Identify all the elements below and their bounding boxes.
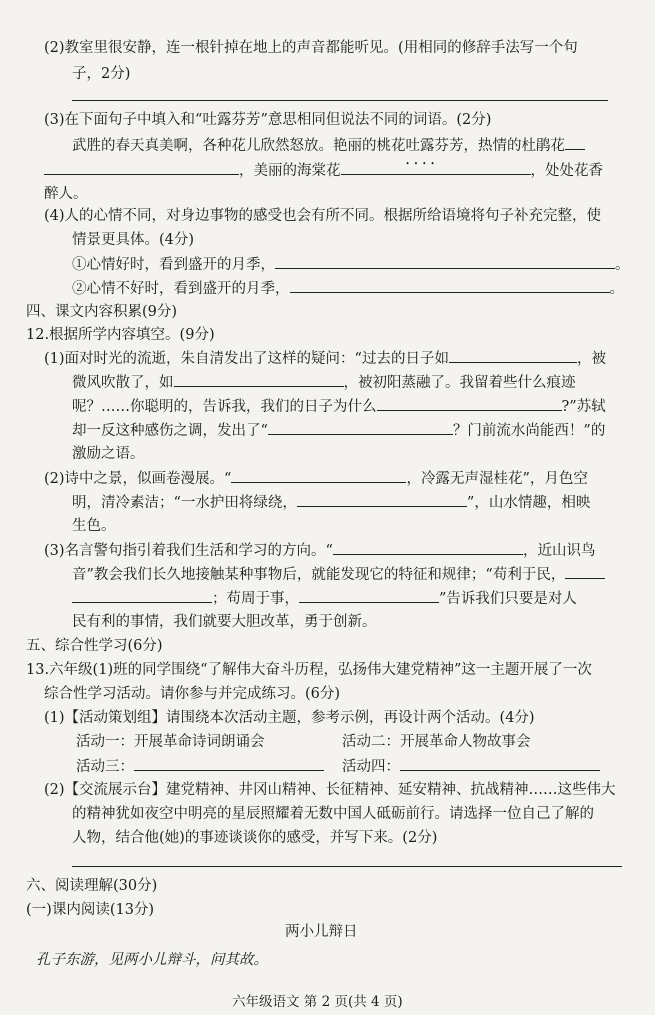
- q12-blank-10[interactable]: [299, 588, 439, 603]
- q3-text-b: ，热情的杜鹃花: [463, 138, 565, 154]
- q12-p1-line5: 激励之语。: [72, 446, 145, 462]
- q13-activity3: [76, 756, 324, 777]
- q4-end-1: 。: [615, 257, 630, 273]
- reading-title: 两小儿辩日: [285, 924, 358, 940]
- q3-line3: [44, 160, 603, 181]
- q13-part2-line3: 人物，结合他(她)的事迹谈谈你的感受，并写下来。(2分): [72, 830, 438, 846]
- q12-p2-text3: 明，清冷素洁；“一水护田将绿绕，: [72, 495, 297, 511]
- q12-title: 12.根据所学内容填空。(9分): [26, 327, 215, 343]
- q2-line2: 子，2分): [72, 66, 131, 82]
- q12-blank-6[interactable]: [297, 492, 467, 507]
- q3-line2: [72, 135, 585, 156]
- q12-p1-text6: ?”苏轼: [561, 399, 606, 415]
- q12-blank-3[interactable]: [377, 396, 562, 411]
- q12-p1-text5: 呢？……你聪明的，告诉我，我们的日子为什么: [72, 399, 377, 415]
- q4-item2: [72, 278, 624, 299]
- q12-p1-line3: [72, 396, 606, 417]
- q12-p3-text4: ；苟周于事，: [212, 591, 299, 607]
- q3-text-c: ，美丽的海棠花: [239, 163, 341, 179]
- q2-answer-line[interactable]: [72, 100, 608, 101]
- q13-part1: (1)【活动策划组】请围绕本次活动主题，参考示例，再设计两个活动。(4分): [44, 710, 535, 726]
- q12-p1-line2: [72, 372, 576, 393]
- q12-blank-8[interactable]: [565, 564, 605, 579]
- q12-p2-text1: (2)诗中之景，似画卷漫展。“: [44, 471, 232, 487]
- page-footer: 六年级语文 第 2 页(共 4 页): [232, 994, 403, 1010]
- q12-p1-text3: 微风吹散了，如: [72, 375, 174, 391]
- q12-blank-4[interactable]: [268, 420, 453, 435]
- q4-item2-text: ②心情不好时，看到盛开的月季，: [72, 281, 290, 297]
- q12-p3-text1: (3)名言警句指引着我们生活和学习的方向。“: [44, 543, 333, 559]
- q4-blank-2[interactable]: [290, 278, 610, 293]
- q12-blank-5[interactable]: [231, 468, 406, 483]
- q4-item1-text: ①心情好时，看到盛开的月季，: [72, 257, 275, 273]
- q4-line1: (4)人的心情不同，对身边事物的感受也会有所不同。根据所给语境将句子补充完整，使: [44, 208, 602, 224]
- section-6-subtitle: (一)课内阅读(13分): [26, 902, 155, 918]
- q12-p3-line2: [72, 564, 605, 585]
- q3-dotted-phrase: 吐露芬芳 • •: [406, 138, 464, 154]
- q12-p2-line2: [72, 492, 590, 513]
- section-4-title: 四、课文内容积累(9分): [26, 304, 178, 320]
- q13-activity4-blank[interactable]: [400, 756, 600, 771]
- q3-blank-2[interactable]: [44, 160, 239, 175]
- q3-blank-3[interactable]: [341, 160, 531, 175]
- q13-part2-line2: 的精神犹如夜空中明亮的星辰照耀着无数中国人砥砺前行。请选择一位自己了解的: [72, 806, 594, 822]
- q12-p2-text2: ，冷露无声湿桂花”，月色空: [406, 471, 588, 487]
- q12-p3-line1: [44, 540, 595, 561]
- q12-blank-2[interactable]: [174, 372, 344, 387]
- q4-line2: 情景更具体。(4分): [72, 232, 195, 248]
- section-6-title: 六、阅读理解(30分): [26, 878, 158, 894]
- q12-p1-line4: [72, 420, 605, 441]
- q12-p2-line1: [44, 468, 588, 489]
- q12-p3-text2: ，近山识鸟: [522, 543, 596, 559]
- q4-item1: [72, 254, 630, 275]
- q12-p1-text4: ，被初阳蒸融了。我留着些什么痕迹: [343, 375, 576, 391]
- q12-p1-text1: (1)面对时光的流逝，朱自清发出了这样的疑问：“过去的日子如: [44, 351, 449, 367]
- q12-p1-text2: ，被: [576, 351, 606, 367]
- q13-activity4-label: 活动四：: [342, 759, 400, 775]
- q4-blank-1[interactable]: [275, 254, 615, 269]
- q13-activity2: 活动二：开展革命人物故事会: [342, 734, 531, 750]
- q12-p3-line4: 民有利的事情，我们就要大胆改革，勇于创新。: [72, 614, 377, 630]
- q13-activity3-blank[interactable]: [134, 756, 324, 771]
- q12-blank-9[interactable]: [72, 588, 212, 603]
- q13-activity4: [342, 756, 600, 777]
- q12-p1-line1: [44, 348, 606, 369]
- q4-end-2: 。: [609, 281, 624, 297]
- q12-p2-line3: 生色。: [72, 518, 116, 534]
- reading-text: 孔子东游，见两小儿辩斗，问其故。: [36, 952, 268, 968]
- q12-p2-text4: ”，山水情趣，相映: [466, 495, 591, 511]
- q13-line1: 13.六年级(1)班的同学围绕“了解伟大奋斗历程，弘扬伟大建党精神”这一主题开展了一次: [26, 662, 592, 678]
- q13-activity3-label: 活动三：: [76, 759, 134, 775]
- q12-blank-7[interactable]: [333, 540, 523, 555]
- q12-p1-text7: 却一反这种感伤之调，发出了“: [72, 423, 268, 439]
- q3-text-d: ，处处花香: [530, 163, 603, 179]
- q12-p3-text5: ”告诉我们只要是对人: [439, 591, 577, 607]
- q2-line1: (2)教室里很安静，连一根针掉在地上的声音都能听见。(用相同的修辞手法写一个句: [44, 40, 578, 56]
- q13-answer-line[interactable]: [72, 866, 622, 867]
- q3-line4: 醉人。: [44, 186, 88, 202]
- q12-p3-text3: 音”教会我们长久地接触某种事物后，就能发现它的特征和规律；“苟利于民，: [72, 567, 566, 583]
- q13-line2: 综合性学习活动。请你参与并完成练习。(6分): [44, 686, 341, 702]
- q12-p1-text8: ？门前流水尚能西！”的: [452, 423, 606, 439]
- q3-blank-1[interactable]: [565, 135, 585, 150]
- q13-activity1: 活动一：开展革命诗词朗诵会: [76, 734, 265, 750]
- section-5-title: 五、综合性学习(6分): [26, 638, 163, 654]
- q3-line1: (3)在下面句子中填入和“吐露芬芳”意思相同但说法不同的词语。(2分): [44, 112, 492, 128]
- q12-blank-1[interactable]: [449, 348, 577, 363]
- q12-p3-line3: [72, 588, 577, 609]
- q13-part2-line1: (2)【交流展示台】建党精神、井冈山精神、长征精神、延安精神、抗战精神……这些伟大: [44, 782, 616, 798]
- q3-text-a: 武胜的春天真美啊，各种花儿欣然怒放。艳丽的桃花: [72, 138, 406, 154]
